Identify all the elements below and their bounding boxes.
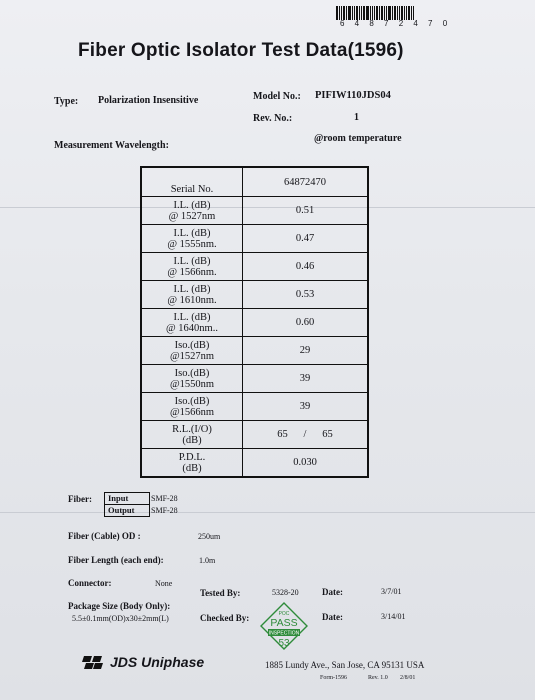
row-label-line1: I.L. (dB) bbox=[173, 227, 211, 239]
package-label: Package Size (Body Only): bbox=[68, 601, 171, 611]
tested-date-label: Date: bbox=[322, 587, 343, 597]
barcode-bar bbox=[354, 6, 355, 20]
row-label-line2: (dB) bbox=[182, 462, 202, 474]
fiber-output-label: Output bbox=[105, 504, 149, 516]
fiber-box bbox=[104, 492, 150, 517]
barcode-bar bbox=[352, 6, 353, 20]
barcode-bar bbox=[388, 6, 391, 20]
length-value: 1.0m bbox=[199, 556, 216, 565]
row-value: 39 bbox=[243, 393, 369, 421]
row-label-line2: @1566nm bbox=[169, 406, 215, 418]
row-value: 0.51 bbox=[243, 197, 369, 225]
fiber-output-value: SMF-28 bbox=[151, 506, 178, 515]
row-label bbox=[141, 167, 243, 197]
jdsu-logo-icon bbox=[82, 654, 104, 670]
row-label-line1: I.L. (dB) bbox=[173, 255, 211, 267]
row-value: 29 bbox=[243, 337, 369, 365]
table-row bbox=[141, 421, 368, 449]
rev-value: 1 bbox=[354, 112, 359, 123]
tested-by-label: Tested By: bbox=[200, 588, 241, 598]
row-label bbox=[141, 365, 243, 393]
barcode-bar bbox=[413, 6, 414, 20]
stamp-inspection-text: INSPECTION bbox=[268, 630, 300, 637]
connector-label: Connector: bbox=[68, 578, 112, 588]
tested-date-value: 3/7/01 bbox=[381, 587, 402, 596]
row-label-line2: @1527nm bbox=[169, 350, 215, 362]
row-label-line1: R.L.(I/O) bbox=[172, 423, 212, 435]
row-label bbox=[141, 421, 243, 449]
wavelength-label: Measurement Wavelength: bbox=[54, 140, 169, 151]
tested-by-value: 5328-20 bbox=[272, 588, 299, 597]
barcode-bar bbox=[401, 6, 403, 20]
table-row bbox=[141, 281, 368, 309]
barcode-bar bbox=[336, 6, 338, 20]
row-label bbox=[141, 337, 243, 365]
barcode-bar bbox=[379, 6, 380, 20]
package-value: 5.5±0.1mm(OD)x30±2mm(L) bbox=[72, 614, 169, 623]
row-value: 0.60 bbox=[243, 309, 369, 337]
test-data-table bbox=[140, 166, 369, 478]
document-title: Fiber Optic Isolator Test Data(1596) bbox=[78, 40, 404, 61]
row-label-line2: (dB) bbox=[182, 434, 202, 446]
barcode-bar bbox=[406, 6, 407, 20]
form-date: 2/8/01 bbox=[400, 675, 416, 681]
form-rev: Rev. 1.0 bbox=[368, 675, 388, 681]
connector-value: None bbox=[155, 579, 173, 588]
checked-date-value: 3/14/01 bbox=[381, 612, 406, 621]
row-label bbox=[141, 253, 243, 281]
barcode-bar bbox=[363, 6, 365, 20]
company-logo bbox=[82, 654, 204, 670]
form-number: Form-1596 bbox=[320, 675, 347, 681]
table-row bbox=[141, 197, 368, 225]
row-label-line2: Serial No. bbox=[170, 184, 214, 195]
row-label bbox=[141, 449, 243, 478]
barcode-bar bbox=[386, 6, 387, 20]
barcode-bar bbox=[376, 6, 378, 20]
barcode-bar bbox=[366, 6, 369, 20]
model-label: Model No.: bbox=[253, 91, 301, 102]
row-value: 0.46 bbox=[243, 253, 369, 281]
barcode-bar bbox=[361, 6, 362, 20]
fold-line bbox=[0, 512, 535, 513]
row-value: 0.030 bbox=[243, 449, 369, 478]
checked-date-label: Date: bbox=[322, 612, 343, 622]
row-value: 64872470 bbox=[243, 167, 369, 197]
row-value: 0.53 bbox=[243, 281, 369, 309]
barcode-bar bbox=[346, 6, 347, 20]
row-value: 39 bbox=[243, 365, 369, 393]
row-value: 0.47 bbox=[243, 225, 369, 253]
pass-inspection-stamp bbox=[260, 602, 308, 650]
row-label-line1: P.D.L. bbox=[178, 451, 206, 463]
barcode-bar bbox=[399, 6, 400, 20]
model-value: PIFIW110JDS04 bbox=[315, 90, 391, 101]
row-label bbox=[141, 197, 243, 225]
row-label bbox=[141, 309, 243, 337]
cable-od-value: 250um bbox=[198, 532, 221, 541]
barcode-bar bbox=[356, 6, 358, 20]
stamp-number: 53 bbox=[278, 638, 290, 649]
barcode-bar bbox=[404, 6, 405, 20]
type-label: Type: bbox=[54, 96, 79, 107]
stamp-pass-text: PASS bbox=[270, 617, 298, 629]
table-row bbox=[141, 309, 368, 337]
barcode-bar bbox=[381, 6, 383, 20]
fiber-input-label: Input bbox=[108, 493, 129, 503]
temperature-note: @room temperature bbox=[314, 133, 402, 144]
row-label-line1: I.L. (dB) bbox=[173, 311, 211, 323]
barcode-bar bbox=[374, 6, 375, 20]
barcode-bar bbox=[348, 6, 351, 20]
row-label-line1: Iso.(dB) bbox=[174, 367, 210, 379]
table-row bbox=[141, 449, 368, 478]
barcode-bar bbox=[397, 6, 398, 20]
barcode-bar bbox=[384, 6, 385, 20]
row-label-line2: @ 1527nm bbox=[168, 210, 216, 222]
barcode-bar bbox=[343, 6, 345, 20]
row-label-line2: @ 1555nm. bbox=[167, 238, 217, 250]
barcode-bar bbox=[411, 6, 412, 20]
row-value: 65 / 65 bbox=[243, 421, 369, 449]
table-row bbox=[141, 365, 368, 393]
fiber-label: Fiber: bbox=[68, 494, 92, 504]
row-label-line1: I.L. (dB) bbox=[173, 199, 211, 211]
barcode-bar bbox=[372, 6, 373, 20]
row-label-line1: Iso.(dB) bbox=[174, 339, 210, 351]
table-row bbox=[141, 225, 368, 253]
row-label-line2: @ 1640nm.. bbox=[166, 322, 218, 334]
row-label-line2: @ 1610nm. bbox=[167, 294, 217, 306]
row-label bbox=[141, 225, 243, 253]
stamp-top-text: POC bbox=[278, 611, 290, 617]
barcode-bar bbox=[394, 6, 396, 20]
company-name: JDS Uniphase bbox=[110, 654, 205, 670]
barcode bbox=[336, 6, 422, 20]
barcode-bar bbox=[392, 6, 393, 20]
barcode-number: 6 4 8 7 2 4 7 0 bbox=[340, 19, 452, 28]
table-row bbox=[141, 337, 368, 365]
row-label bbox=[141, 393, 243, 421]
length-label: Fiber Length (each end): bbox=[68, 555, 164, 565]
row-label-line2: @ 1566nm. bbox=[167, 266, 217, 278]
row-label-line1: Iso.(dB) bbox=[174, 395, 210, 407]
table-row bbox=[141, 167, 368, 197]
barcode-bar bbox=[341, 6, 342, 20]
barcode-bar bbox=[359, 6, 360, 20]
rev-label: Rev. No.: bbox=[253, 113, 293, 124]
barcode-bar bbox=[370, 6, 371, 20]
row-label bbox=[141, 281, 243, 309]
barcode-bar bbox=[408, 6, 410, 20]
type-value: Polarization Insensitive bbox=[98, 95, 199, 106]
cable-od-label: Fiber (Cable) OD : bbox=[68, 531, 141, 541]
barcode-bar bbox=[339, 6, 340, 20]
table-row bbox=[141, 253, 368, 281]
row-label-line1: I.L. (dB) bbox=[173, 283, 211, 295]
fiber-input-value: SMF-28 bbox=[151, 494, 178, 503]
company-address: 1885 Lundy Ave., San Jose, CA 95131 USA bbox=[265, 660, 425, 670]
table-row bbox=[141, 393, 368, 421]
checked-by-label: Checked By: bbox=[200, 613, 250, 623]
row-label-line2: @1550nm bbox=[169, 378, 215, 390]
